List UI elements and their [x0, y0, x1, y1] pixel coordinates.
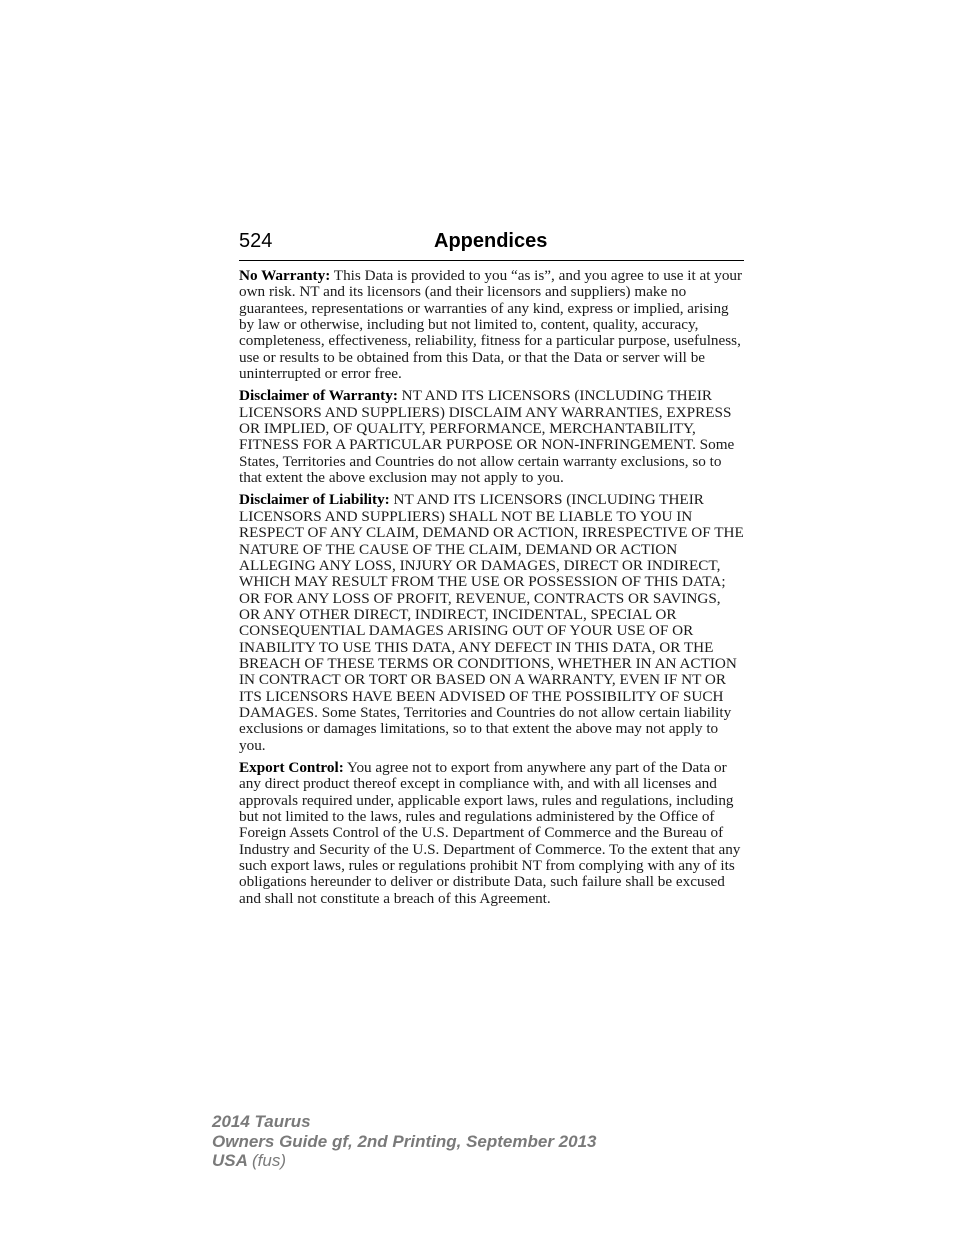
- footer: [212, 1112, 596, 1171]
- paragraph-export-control: [239, 760, 745, 907]
- paragraph-term: Disclaimer of Liability:: [239, 491, 390, 509]
- footer-market-code: (fus): [252, 1151, 286, 1170]
- page-number: 524: [239, 230, 273, 252]
- page-header: [239, 228, 744, 261]
- footer-edition: Owners Guide gf, 2nd Printing, September 2013: [212, 1131, 597, 1151]
- footer-market-country: USA: [212, 1151, 248, 1170]
- paragraph-disclaimer-of-liability: [239, 492, 745, 754]
- paragraph-disclaimer-of-warranty: [239, 388, 745, 486]
- paragraph-text: This Data is provided to you “as is”, and you agree to use it at your own risk. NT and its licensors (and their licensors and suppliers) make no guarantees, representations or warranties of any kind, express or implied, arising by law or otherwise, including but not limited to, content, quality, accuracy, completeness, effectiveness, reliability, fitness for a particular purpose, usefulness, use or results to be obtained from this Data, or that the Data or server will be uninterrupted or error free.: [239, 267, 743, 383]
- paragraph-term: No Warranty:: [239, 267, 331, 284]
- page-title: Appendices: [434, 230, 548, 252]
- footer-vehicle: 2014 Taurus: [212, 1112, 311, 1131]
- paragraph-no-warranty: [239, 268, 745, 382]
- paragraph-term: Disclaimer of Warranty:: [239, 387, 398, 405]
- document-body: [239, 268, 745, 913]
- paragraph-text: NT AND ITS LICENSORS (INCLUDING THEIR LICENSORS AND SUPPLIERS) DISCLAIM ANY WARRANTIES, EXPRESS OR IMPLIED, OF QUALITY, PERFORMANCE, MERCHANTABILITY, FITNESS FOR A PARTICULAR PURPOSE OR NON-INFRINGEMENT. Some States, Territories and Countries do not allow certain warranty exclusions, so to that extent the above exclusion may not apply to you.: [239, 387, 735, 487]
- paragraph-text: You agree not to export from anywhere any part of the Data or any direct product thereof except in compliance with, and with all licenses and approvals required under, applicable export laws, rules and regulations, including but not limited to the laws, rules and regulations administered by the Office of Foreign Assets Control of the U.S. Department of Commerce and the Bureau of Industry and Security of the U.S. Department of Commerce. To the extent that any such export laws, rules or regulations prohibit NT from complying with any of its obligations hereunder to deliver or distribute Data, such failure shall be excused and shall not constitute a breach of this Agreement.: [239, 758, 741, 907]
- footer-market: [212, 1151, 596, 1171]
- paragraph-text: NT AND ITS LICENSORS (INCLUDING THEIR LICENSORS AND SUPPLIERS) SHALL NOT BE LIABLE TO YOU IN RESPECT OF ANY CLAIM, DEMAND OR ACTION, IRRESPECTIVE OF THE NATURE OF THE CAUSE OF THE CLAIM, DEMAND OR ACTION ALLEGING ANY LOSS, INJURY OR DAMAGES, DIRECT OR INDIRECT, WHICH MAY RESULT FROM THE USE OR POSSESSION OF THIS DATA; OR FOR ANY LOSS OF PROFIT, REVENUE, CONTRACTS OR SAVINGS, OR ANY OTHER DIRECT, INDIRECT, INCIDENTAL, SPECIAL OR CONSEQUENTIAL DAMAGES ARISING OUT OF YOUR USE OF OR INABILITY TO USE THIS DATA, ANY DEFECT IN THIS DATA, OR THE BREACH OF THESE TERMS OR CONDITIONS, WHETHER IN AN ACTION IN CONTRACT OR TORT OR BASED ON A WARRANTY, EVEN IF NT OR ITS LICENSORS HAVE BEEN ADVISED OF THE POSSIBILITY OF SUCH DAMAGES. Some States, Territories and Countries do not allow certain liability exclusions or damages limitations, so to that extent the above may not apply to you.: [239, 491, 744, 754]
- paragraph-term: Export Control:: [239, 758, 344, 776]
